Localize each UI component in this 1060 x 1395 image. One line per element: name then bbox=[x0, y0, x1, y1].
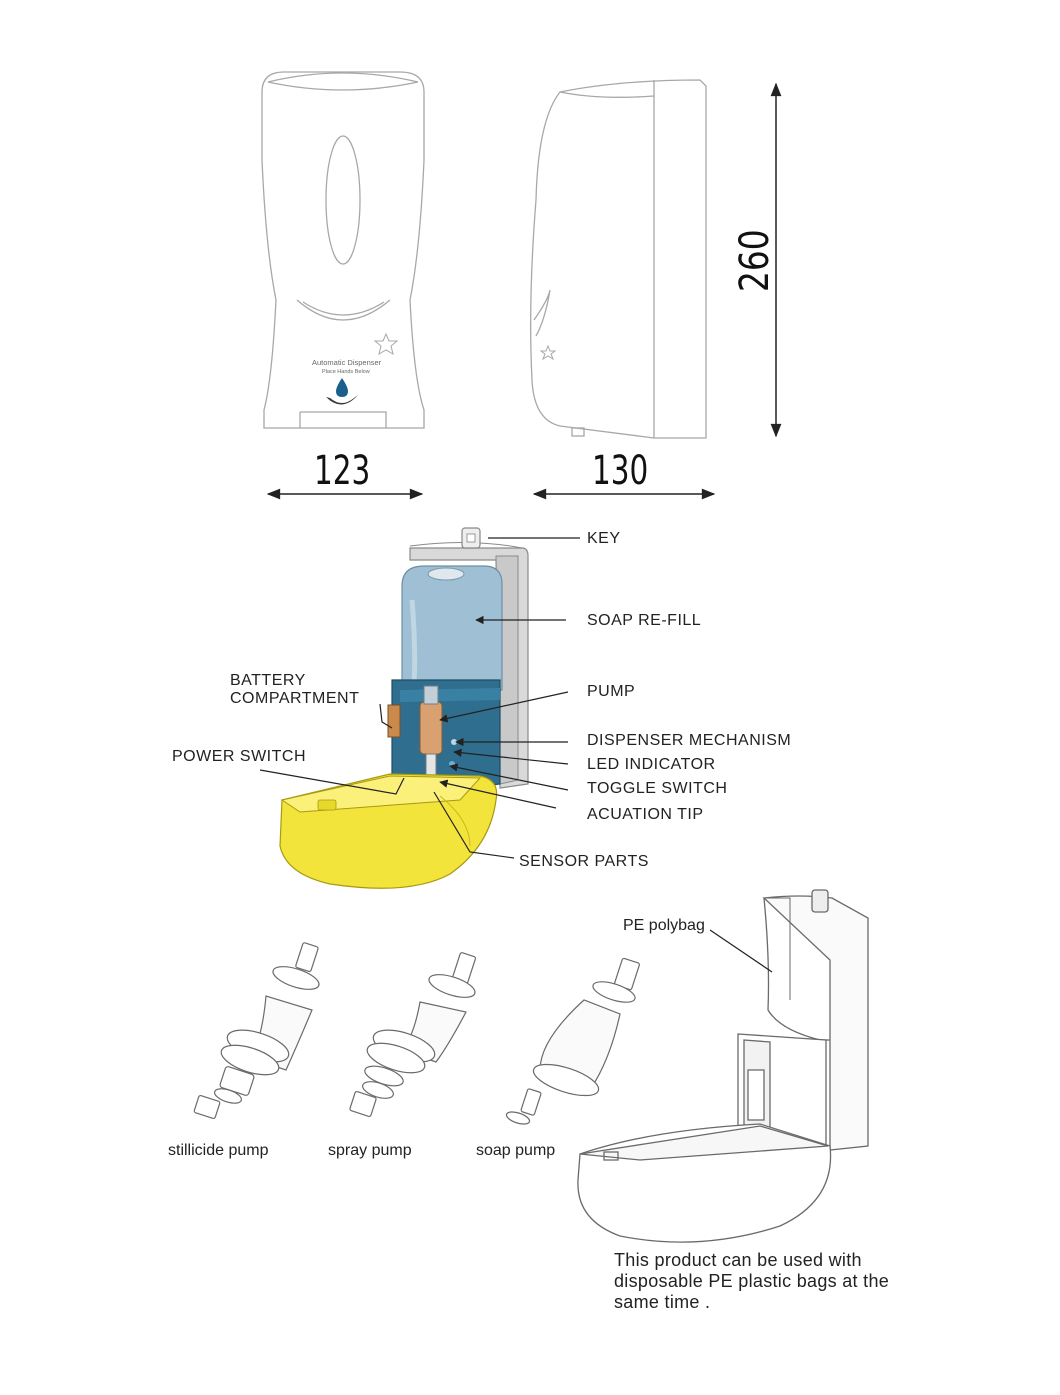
usage-note-line3: same time . bbox=[614, 1292, 711, 1312]
pump-label-soap: soap pump bbox=[476, 1142, 556, 1159]
callout-led-indicator: LED INDICATOR bbox=[587, 756, 716, 773]
stillicide-pump-drawing bbox=[194, 942, 322, 1119]
callout-battery-line1: BATTERY bbox=[230, 672, 306, 689]
battery-part bbox=[388, 705, 400, 737]
usage-note bbox=[614, 1250, 889, 1313]
callout-pe-polybag: PE polybag bbox=[623, 917, 705, 934]
usage-note-line1: This product can be used with bbox=[614, 1250, 862, 1270]
callout-toggle-switch: TOGGLE SWITCH bbox=[587, 780, 728, 797]
cutaway-assembly bbox=[280, 528, 528, 888]
polybag-leader bbox=[710, 930, 772, 972]
width-dimension-label: 123 bbox=[314, 448, 371, 494]
open-key-part bbox=[812, 890, 828, 912]
callout-key: KEY bbox=[587, 530, 621, 547]
callout-sensor-parts: SENSOR PARTS bbox=[519, 853, 649, 870]
open-dispenser-drawing bbox=[578, 890, 868, 1242]
pump-label-spray: spray pump bbox=[328, 1142, 412, 1159]
soap-pump-drawing bbox=[505, 958, 640, 1127]
callout-dispenser-mechanism: DISPENSER MECHANISM bbox=[587, 732, 792, 749]
front-caption: Automatic Dispenser bbox=[312, 358, 382, 367]
pump-label-stillicide: stillicide pump bbox=[168, 1142, 269, 1159]
callout-battery-line2: COMPARTMENT bbox=[230, 690, 360, 707]
callout-actuation-tip: ACUATION TIP bbox=[587, 806, 704, 823]
callout-pump: PUMP bbox=[587, 683, 636, 700]
height-dimension-label: 260 bbox=[732, 229, 778, 292]
front-subcaption: Place Hands Below bbox=[322, 369, 370, 375]
usage-note-line2: disposable PE plastic bags at the bbox=[614, 1271, 890, 1291]
pump-part bbox=[420, 702, 442, 754]
side-view-drawing bbox=[531, 80, 706, 438]
callout-soap-refill: SOAP RE-FILL bbox=[587, 612, 702, 629]
callout-power-switch: POWER SWITCH bbox=[172, 748, 306, 765]
depth-dimension-label: 130 bbox=[592, 448, 649, 494]
spray-pump-drawing bbox=[349, 952, 477, 1117]
